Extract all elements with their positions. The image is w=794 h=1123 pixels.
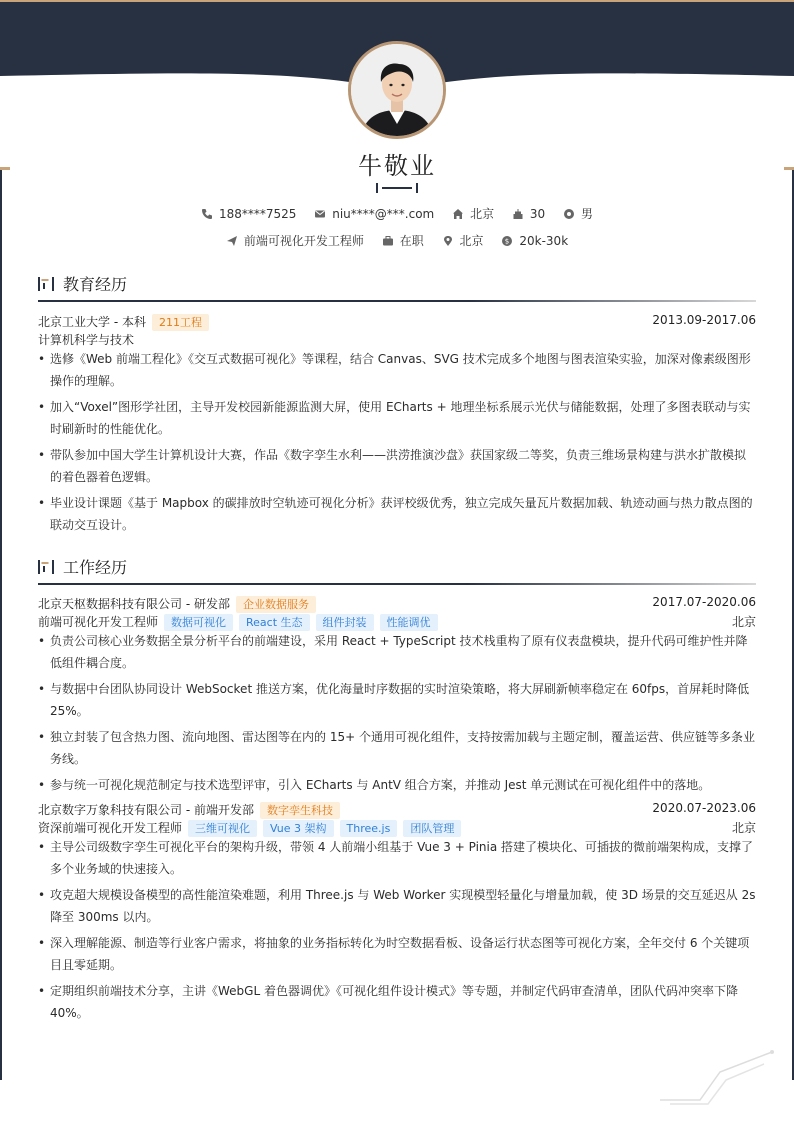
skill-tag: React 生态 (239, 614, 310, 631)
email-item[interactable] (314, 207, 434, 221)
money-icon (501, 235, 513, 247)
job-dates: 2017.07-2020.06 (652, 595, 756, 609)
avatar-portrait-icon (351, 44, 443, 136)
school-name: 北京工业大学 - 本科 (38, 315, 146, 329)
phone-icon (201, 208, 213, 220)
corner-decoration (660, 1050, 780, 1105)
salary-item (501, 234, 568, 248)
age-item (512, 207, 545, 221)
gender-text: 男 (581, 207, 594, 221)
education-bullet: • 带队参加中国大学生计算机设计大赛，作品《数字孪生水利——洪涝推演沙盘》获国家级二等奖，负责三维场景构建与洪水扩散模拟的着色器着色逻辑。 (38, 444, 756, 488)
section-bracket-icon (38, 560, 54, 574)
job-bullet: • 定期组织前端技术分享，主讲《WebGL 着色器调优》《可视化组件设计模式》等专题，并制定代码审查清单，团队代码冲突率下降 40%。 (38, 980, 756, 1024)
name-divider (376, 182, 418, 194)
briefcase-icon (382, 235, 394, 247)
age-text: 30 (529, 206, 546, 221)
work-rule (38, 583, 756, 585)
phone-item[interactable] (201, 207, 296, 221)
major-row (38, 331, 756, 348)
education-rule (38, 300, 756, 302)
education-bullet: • 选修《Web 前端工程化》《交互式数据可视化》等课程，结合 Canvas、SVG 技术完成多个地图与图表渲染实验，加深对像素级图形操作的理解。 (38, 348, 756, 392)
job-bullet: • 参与统一可视化规范制定与技术选型评审，引入 ECharts 与 AntV 组合方案，并推动 Jest 单元测试在可视化组件中的落地。 (38, 774, 756, 796)
job-role: 资深前端可视化开发工程师 (38, 821, 183, 835)
skill-tag: 团队管理 (403, 820, 461, 837)
job-header (38, 801, 756, 819)
education-bullet: • 加入“Voxel”图形学社团，主导开发校园新能源监测大屏，使用 ECharts + 地理坐标系展示光伏与储能数据，处理了多图表联动与实时刷新时的性能优化。 (38, 396, 756, 440)
candidate-name: 牛敬业 (358, 152, 436, 180)
skill-tag: 组件封装 (316, 614, 374, 631)
skill-tag: Three.js (340, 820, 398, 837)
education-title-text: 教育经历 (63, 275, 128, 294)
school-tag: 211工程 (152, 314, 209, 331)
job-role-row (38, 613, 756, 631)
salary-text: 20k-30k (519, 233, 569, 248)
email-text: niu****@***.com (332, 206, 435, 221)
education-dates: 2013.09-2017.06 (652, 313, 756, 327)
status-text: 在职 (399, 234, 424, 248)
location-icon (442, 235, 454, 247)
company-name: 北京天枢数据科技有限公司 - 研发部 (38, 597, 230, 611)
skill-tag: 数据可视化 (164, 614, 233, 631)
company-tag: 企业数据服务 (236, 596, 316, 613)
job-dates: 2020.07-2023.06 (652, 801, 756, 815)
company-name: 北京数字万象科技有限公司 - 前端开发部 (38, 803, 254, 817)
hometown-item (452, 205, 494, 222)
city-text: 北京 (459, 234, 484, 248)
skill-tag: Vue 3 架构 (263, 820, 334, 837)
education-section-title (38, 272, 127, 295)
job-bullet: • 攻克超大规模设备模型的高性能渲染难题，利用 Three.js 与 Web Worker 实现模型轻量化与增量加载，使 3D 场景的交互延迟从 2s 降至 300ms 以内。 (38, 884, 756, 928)
job-bullet: • 主导公司级数字孪生可视化平台的架构升级，带领 4 人前端小组基于 Vue 3 + Pinia 搭建了模块化、可插拔的微前端架构成，支撑了多个业务域的快速接入。 (38, 836, 756, 880)
job-bullet: • 深入理解能源、制造等行业客户需求，将抽象的业务指标转化为时空数据看板、设备运行状态图等可视化方案，全年交付 6 个关键项目且零延期。 (38, 932, 756, 976)
city-item (442, 232, 484, 249)
job-role: 前端可视化开发工程师 (38, 615, 159, 629)
job-location: 北京 (731, 821, 756, 835)
contact-info-row (0, 205, 794, 222)
job-bullet: • 独立封装了包含热力图、流向地图、雷达图等在内的 15+ 个通用可视化组件，支持按需加载与主题定制，覆盖运营、供应链等多条业务线。 (38, 726, 756, 770)
work-section-title (38, 555, 127, 578)
education-bullet: • 毕业设计课题《基于 Mapbox 的碳排放时空轨迹可视化分析》获评校级优秀，独立完成矢量瓦片数据加载、轨迹动画与热力散点图的联动交互设计。 (38, 492, 756, 536)
job-bullet: • 负责公司核心业务数据全景分析平台的前端建设，采用 React + TypeScript 技术栈重构了原有仪表盘模块，提升代码可维护性并降低组件耦合度。 (38, 630, 756, 674)
education-header (38, 313, 756, 331)
job-intent-row (0, 232, 794, 249)
skill-tag: 三维可视化 (188, 820, 257, 837)
gender-icon (563, 208, 575, 220)
svg-text:$: $ (505, 237, 510, 246)
status-item (382, 232, 424, 249)
gender-item (563, 205, 593, 222)
job-role-row (38, 819, 756, 837)
home-icon (452, 208, 464, 220)
cake-icon (512, 208, 524, 220)
mail-icon (314, 208, 326, 220)
hometown-text: 北京 (470, 207, 495, 221)
phone-text: 188****7525 (218, 206, 297, 221)
section-bracket-icon (38, 277, 54, 291)
job-bullet: • 与数据中台团队协同设计 WebSocket 推送方案，优化海量时序数据的实时渲染策略，将大屏刷新帧率稳定在 60fps，首屏耗时降低 25%。 (38, 678, 756, 722)
left-border-line (0, 170, 2, 1080)
job-header (38, 595, 756, 613)
send-icon (226, 235, 238, 247)
company-tag: 数字孪生科技 (260, 802, 340, 819)
skill-tag: 性能调优 (380, 614, 438, 631)
avatar (348, 41, 446, 139)
position-item (226, 232, 364, 249)
work-title-text: 工作经历 (63, 558, 128, 577)
major-text: 计算机科学与技术 (38, 333, 135, 347)
job-location: 北京 (731, 615, 756, 629)
position-text: 前端可视化开发工程师 (243, 234, 364, 248)
